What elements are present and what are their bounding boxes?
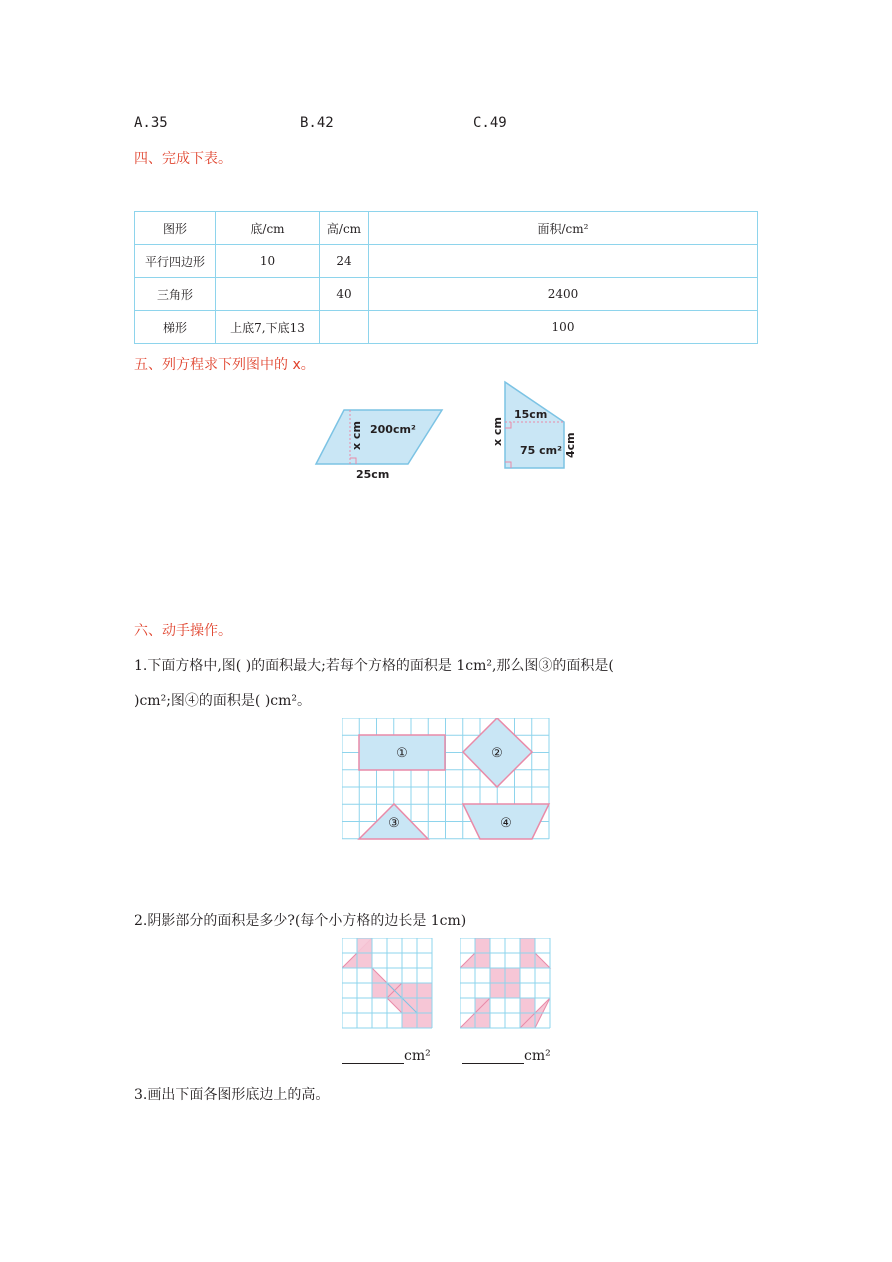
q1-line1: 1.下面方格中,图( )的面积最大;若每个方格的面积是 1cm²,那么图③的面积是(	[134, 658, 614, 674]
option-a: A.35	[134, 115, 168, 131]
table-row	[135, 278, 758, 311]
table-cell: 平行四边形	[135, 245, 216, 278]
shape-label-2: ②	[491, 746, 503, 761]
q1-line2: )cm²;图④的面积是( )cm²。	[134, 693, 312, 709]
answer-unit-2: cm²	[524, 1048, 551, 1064]
table-header: 底/cm	[216, 212, 320, 245]
fig2-right-label: 4cm	[564, 432, 577, 458]
table-cell	[320, 311, 369, 344]
q2-text: 2.阴影部分的面积是多少?(每个小方格的边长是 1cm)	[134, 913, 467, 929]
fig2-area-label: 75 cm²	[520, 444, 562, 457]
shaded-grid-2	[460, 938, 552, 1030]
shape-label-3: ③	[388, 816, 400, 831]
table-cell: 上底7,下底13	[216, 311, 320, 344]
shape-label-1: ①	[396, 746, 408, 761]
section4-title: 四、完成下表。	[134, 151, 232, 167]
fig1-area-label: 200cm²	[370, 423, 416, 436]
shaded-grid-1	[342, 938, 434, 1030]
trapezoid-figure	[490, 378, 580, 478]
fig1-height-label: x cm	[350, 421, 363, 450]
option-c: C.49	[473, 115, 507, 131]
shapes-grid-figure	[342, 718, 552, 842]
table-header: 高/cm	[320, 212, 369, 245]
table-cell: 40	[320, 278, 369, 311]
table-cell	[369, 245, 758, 278]
fig2-left-label: x cm	[491, 417, 504, 446]
table-cell: 24	[320, 245, 369, 278]
fig1-base-label: 25cm	[356, 468, 390, 481]
option-b: B.42	[300, 115, 334, 131]
table-row	[135, 311, 758, 344]
fig2-top-label: 15cm	[514, 408, 548, 421]
answer-line-2[interactable]	[462, 1048, 551, 1064]
section5-title: 五、列方程求下列图中的 x。	[134, 357, 315, 373]
table-cell: 10	[216, 245, 320, 278]
table-cell: 梯形	[135, 311, 216, 344]
answer-line-1[interactable]	[342, 1048, 431, 1064]
answer-unit-1: cm²	[404, 1048, 431, 1064]
shape-label-4: ④	[500, 816, 512, 831]
table-cell	[216, 278, 320, 311]
table-row	[135, 245, 758, 278]
table-header: 图形	[135, 212, 216, 245]
parallelogram-figure	[310, 398, 450, 483]
section6-title: 六、动手操作。	[134, 623, 232, 639]
data-table	[134, 211, 758, 344]
table-cell: 100	[369, 311, 758, 344]
table-cell: 2400	[369, 278, 758, 311]
table-cell: 三角形	[135, 278, 216, 311]
q3-text: 3.画出下面各图形底边上的高。	[134, 1087, 330, 1103]
table-header: 面积/cm²	[369, 212, 758, 245]
table-header-row	[135, 212, 758, 245]
